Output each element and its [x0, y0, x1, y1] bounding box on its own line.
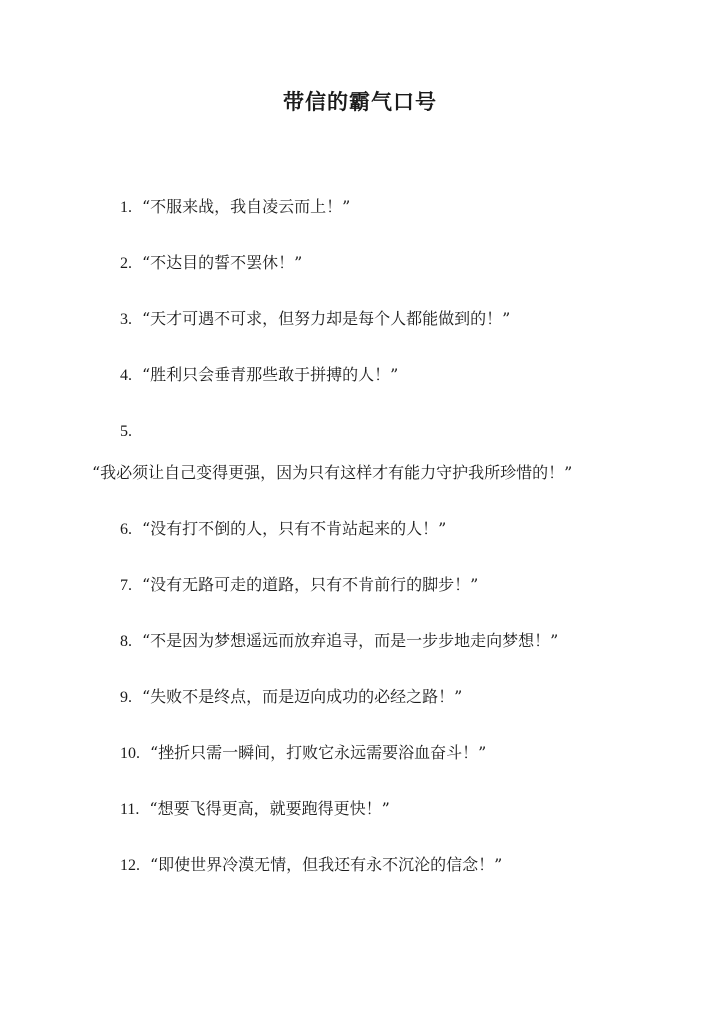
list-item — [120, 420, 142, 443]
list-item — [120, 630, 558, 653]
list-item — [120, 518, 446, 541]
item-text: “没有无路可走的道路，只有不肯前行的脚步！” — [142, 575, 479, 594]
list-item — [120, 686, 462, 709]
item-number: 2. — [120, 255, 132, 272]
item-text: “不是因为梦想遥远而放弃追寻，而是一步步地走向梦想！” — [142, 631, 559, 650]
list-item — [120, 742, 486, 765]
document-title: 带信的霸气口号 — [283, 89, 437, 114]
item-number: 5. — [120, 423, 132, 440]
item-text: “天才可遇不可求，但努力却是每个人都能做到的！” — [142, 309, 511, 328]
item-text-wrapped: “我必须让自己变得更强，因为只有这样才有能力守护我所珍惜的！” — [92, 463, 573, 482]
list-item — [120, 798, 390, 821]
item-text: “不达目的誓不罢休！” — [142, 253, 303, 272]
list-item — [120, 574, 478, 597]
item-text: “胜利只会垂青那些敢于拼搏的人！” — [142, 365, 399, 384]
item-number: 9. — [120, 689, 132, 706]
item-number: 6. — [120, 521, 132, 538]
list-item — [120, 854, 502, 877]
item-text: “想要飞得更高，就要跑得更快！” — [149, 799, 390, 818]
list-item — [120, 252, 302, 275]
item-number: 7. — [120, 577, 132, 594]
item-number: 3. — [120, 311, 132, 328]
item-number: 11. — [120, 801, 140, 818]
item-text: “挫折只需一瞬间，打败它永远需要浴血奋斗！” — [150, 743, 487, 762]
item-text: “没有打不倒的人，只有不肯站起来的人！” — [142, 519, 447, 538]
item-number: 8. — [120, 633, 132, 650]
list-item — [120, 196, 350, 219]
item-number: 12. — [120, 857, 140, 874]
item-text: “失败不是终点，而是迈向成功的必经之路！” — [142, 687, 463, 706]
list-item — [120, 308, 510, 331]
item-text: “即使世界冷漠无情，但我还有永不沉沦的信念！” — [150, 855, 503, 874]
item-number: 10. — [120, 745, 140, 762]
item-number: 1. — [120, 199, 132, 216]
list-item — [120, 364, 398, 387]
item-text: “不服来战，我自凌云而上！” — [142, 197, 351, 216]
item-number: 4. — [120, 367, 132, 384]
